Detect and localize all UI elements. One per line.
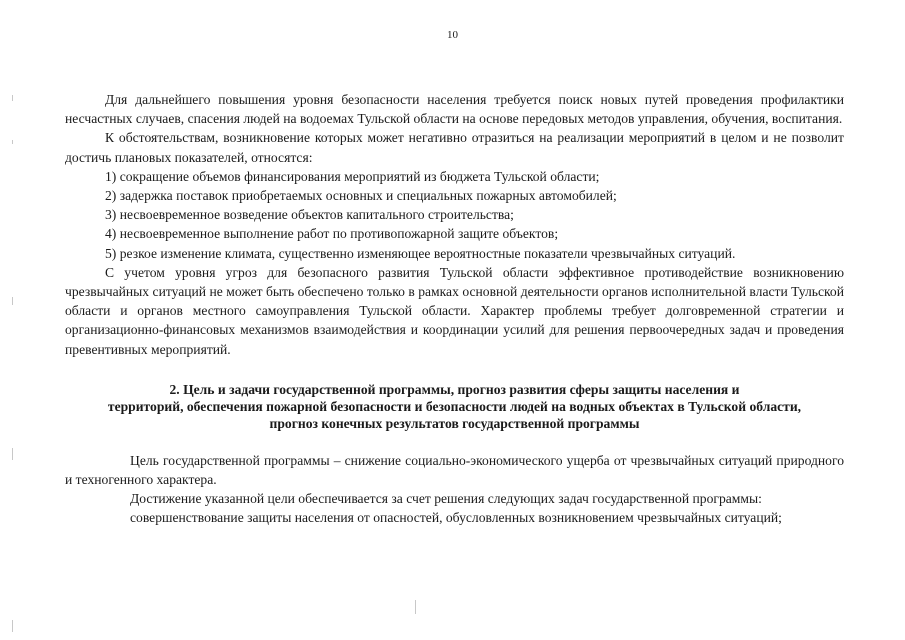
paragraph-task-protection: совершенствование защиты населения от опасностей, обусловленных возникновением чрезвычайных ситуаций; bbox=[130, 510, 782, 526]
section-heading-line: прогноз конечных результатов государственной программы bbox=[269, 415, 640, 431]
scan-artifact bbox=[12, 95, 13, 101]
paragraph-goal-achievement: Достижение указанной цели обеспечивается за счет решения следующих задач государственной программы: bbox=[130, 491, 762, 507]
scan-artifact bbox=[12, 448, 13, 460]
list-item: 2) задержка поставок приобретаемых основных и специальных пожарных автомобилей; bbox=[105, 188, 617, 204]
scan-artifact bbox=[12, 620, 13, 632]
document-body bbox=[65, 90, 844, 528]
section-heading-line: территорий, обеспечения пожарной безопасности и безопасности людей на водных объектах в Тульской области, bbox=[107, 398, 802, 414]
page-number: 10 bbox=[447, 29, 458, 41]
list-item: 5) резкое изменение климата, существенно изменяющее вероятностные показатели чрезвычайных ситуаций. bbox=[105, 245, 736, 261]
scan-artifact bbox=[415, 600, 416, 614]
paragraph-risk-circumstances: К обстоятельствам, возникновение которых может негативно отразиться на реализации мероприятий в целом и не позволит достичь плановых показателей, относятся: bbox=[65, 130, 844, 165]
section-heading-line: 2. Цель и задачи государственной программы, прогноз развития сферы защиты населения и bbox=[169, 381, 740, 397]
scan-artifact bbox=[12, 297, 13, 305]
list-item: 4) несвоевременное выполнение работ по противопожарной защите объектов; bbox=[105, 226, 559, 242]
list-item: 1) сокращение объемов финансирования мероприятий из бюджета Тульской области; bbox=[105, 168, 600, 184]
paragraph-program-goal: Цель государственной программы – снижение социально-экономического ущерба от чрезвычайных ситуаций природного и техногенного характера. bbox=[65, 452, 844, 488]
list-item: 3) несвоевременное возведение объектов капитального строительства; bbox=[105, 207, 514, 223]
section-heading bbox=[65, 381, 844, 432]
paragraph-threats: С учетом уровня угроз для безопасного развития Тульской области эффективное противодействие возникновению чрезвычайных ситуаций не может быть обеспечено только в рамках основной деятельности органов исполнительной власти Тульской области и органов местного самоуправления Тульской области. Характер проблемы требует долговременной стратегии и организационно-финансовых механизмов взаимодействия и координации усилий для решения первоочередных задач и проведения превентивных мероприятий. bbox=[65, 264, 844, 357]
scan-artifact bbox=[12, 140, 13, 144]
paragraph-safety-improvement: Для дальнейшего повышения уровня безопасности населения требуется поиск новых путей проведения профилактики несчастных случаев, спасения людей на водоемах Тульской области на основе передовых методов управления, обучения, воспитания. bbox=[65, 92, 844, 127]
